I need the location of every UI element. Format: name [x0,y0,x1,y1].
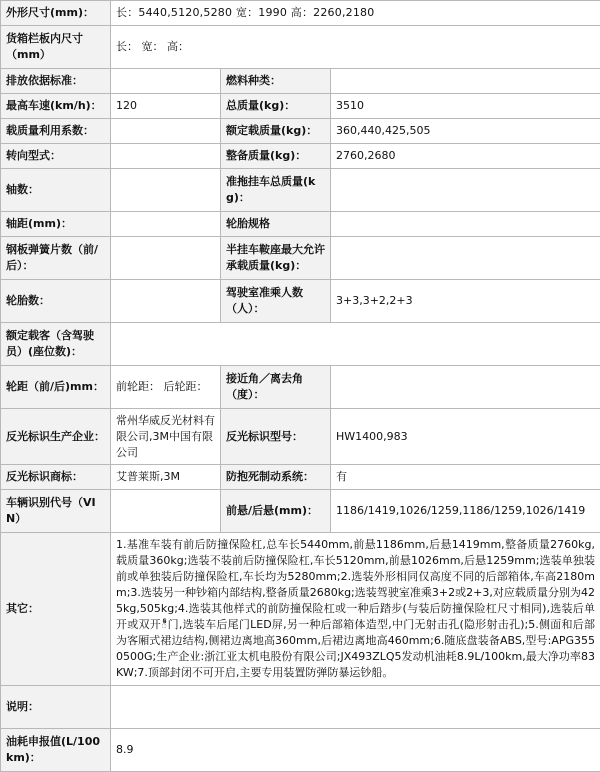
track-width-value: 前轮距： 后轮距： [111,365,221,408]
table-row [1,365,600,408]
table-row [1,168,600,211]
table-row [1,236,600,279]
approach-departure-angle-value [331,365,600,408]
cab-persons-value: 3+3,3+2,2+3 [331,279,600,322]
abs-value: 有 [331,465,600,490]
wheelbase-label: 轴距(mm)： [1,211,111,236]
load-factor-label: 载质量利用系数： [1,118,111,143]
table-row [1,68,600,93]
table-row [1,408,600,465]
table-row [1,211,600,236]
tire-count-value [111,279,221,322]
cargo-board-size-label: 货箱栏板内尺寸（mm） [1,25,111,68]
fuel-consumption-value: 8.9 [111,728,600,771]
rated-load-label: 额定载质量(kg)： [221,118,331,143]
fuel-consumption-label: 油耗申报值(L/100km)： [1,728,111,771]
table-row [1,25,600,68]
track-width-label: 轮距（前/后)mm： [1,365,111,408]
rated-passengers-value [111,322,600,365]
exterior-dimensions-label: 外形尺寸(mm)： [1,1,111,26]
vin-value [111,490,221,533]
others-label: 其它： [1,533,111,685]
rated-passengers-label: 额定载客（含驾驶员）(座位数)： [1,322,111,365]
leaf-spring-count-value [111,236,221,279]
table-row [1,118,600,143]
table-row [1,533,600,685]
reflective-model-value: HW1400,983 [331,408,600,465]
tire-spec-value [331,211,600,236]
cab-persons-label: 驾驶室准乘人数（人）： [221,279,331,322]
semitrailer-total-mass-label: 准拖挂车总质量(kg)： [221,168,331,211]
overhang-label: 前悬/后悬(mm)： [221,490,331,533]
overhang-value: 1186/1419,1026/1259,1186/1259,1026/1419 [331,490,600,533]
vin-label: 车辆识别代号（VIN） [1,490,111,533]
reflective-brand-label: 反光标识商标： [1,465,111,490]
exterior-dimensions-value: 长：5440,5120,5280 宽：1990 高：2260,2180 [111,1,600,26]
approach-departure-angle-label: 接近角／离去角（度）： [221,365,331,408]
leaf-spring-count-label: 钢板弹簧片数（前/后）： [1,236,111,279]
axle-count-label: 轴数： [1,168,111,211]
remark-label: 说明： [1,685,111,728]
tire-count-label: 轮胎数： [1,279,111,322]
table-row [1,143,600,168]
table-row [1,322,600,365]
abs-label: 防抱死制动系统： [221,465,331,490]
load-factor-value [111,118,221,143]
emission-standard-value [111,68,221,93]
reflective-model-label: 反光标识型号： [221,408,331,465]
others-value: 1.基准车装有前后防撞保险杠,总车长5440mm,前悬1186mm,后悬1419mm,整备质量2760kg,载质量360kg;选装不装前后防撞保险杠,车长5120mm,前悬1026mm,后悬1259mm;选装单独装前或单独装后防撞保险杠,车长均为5280mm;2.选装外形相同仅高度不同的后部箱体,车高2180mm;3.选装另一种钞箱内部结构,整备质量2680kg;选装驾驶室准乘3+2或2+3,对应载质量分别为425kg,505kg;4.选装其他样式的前防撞保险杠或一种后踏步(与装后防撞保险杠尺寸相同),选装后单开或双开ీ门,选装车后尾门LED屏,另一种后部箱体造型,中门无射击孔(隐形射击孔);5.侧面和后部为客厢式裙边结构,侧裙边离地高360mm,后裙边离地高460mm;6.随底盘装备ABS,型号:APG3550500G;生产企业:浙江亚太机电股份有限公司;JX493ZLQ5发动机油耗8.9L/100km,最大净功率83KW;7.顶部封闭不可开启,主要专用装置防弹防暴运钞船。 [111,533,600,685]
fuel-type-value [331,68,600,93]
table-row [1,465,600,490]
curb-mass-value: 2760,2680 [331,143,600,168]
reflective-brand-value: 艾普莱斯,3M [111,465,221,490]
wheelbase-value [111,211,221,236]
max-speed-label: 最高车速(km/h)： [1,93,111,118]
emission-standard-label: 排放依据标准： [1,68,111,93]
cargo-board-size-value: 长： 宽： 高： [111,25,600,68]
reflective-manufacturer-label: 反光标识生产企业： [1,408,111,465]
table-row [1,93,600,118]
gross-mass-label: 总质量(kg)： [221,93,331,118]
axle-count-value [111,168,221,211]
steering-type-label: 转向型式： [1,143,111,168]
table-row [1,279,600,322]
rated-load-value: 360,440,425,505 [331,118,600,143]
table-row [1,490,600,533]
saddle-load-label: 半挂车鞍座最大允许承载质量(kg)： [221,236,331,279]
table-row [1,728,600,771]
semitrailer-total-mass-value [331,168,600,211]
fuel-type-label: 燃料种类： [221,68,331,93]
gross-mass-value: 3510 [331,93,600,118]
table-row [1,1,600,26]
steering-type-value [111,143,221,168]
tire-spec-label: 轮胎规格 [221,211,331,236]
reflective-manufacturer-value: 常州华威反光材料有限公司,3M中国有限公司 [111,408,221,465]
curb-mass-label: 整备质量(kg)： [221,143,331,168]
max-speed-value: 120 [111,93,221,118]
saddle-load-value [331,236,600,279]
